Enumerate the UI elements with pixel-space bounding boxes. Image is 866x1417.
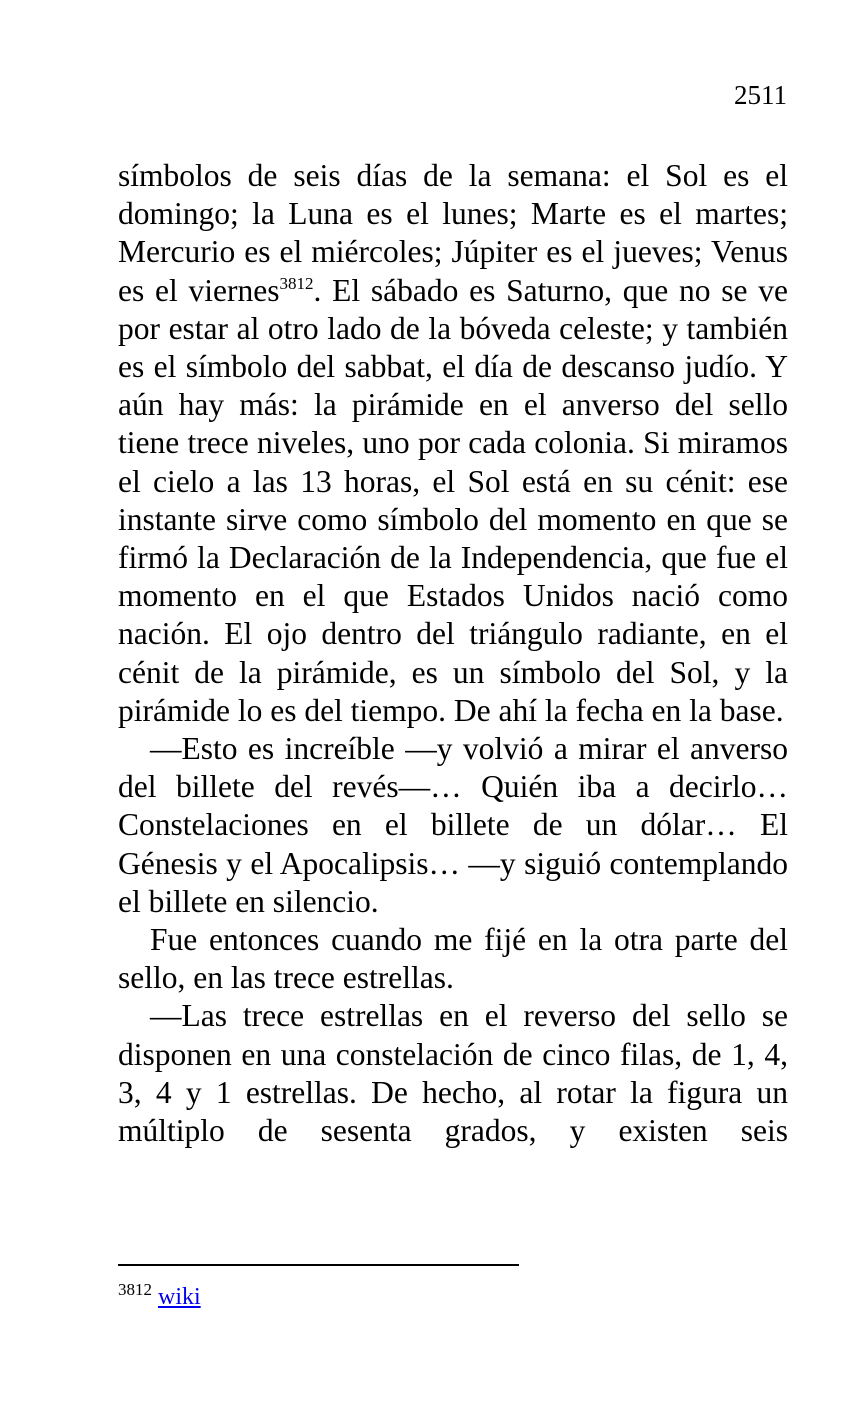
paragraph-text: . El sábado es Saturno, que no se ve por estar al otro lado de la bóveda celeste; y también es el símbolo del sabbat, el día de descanso judío. Y aún hay más: la pirámide en el anverso del sello tiene trece niveles, uno por cada colonia. Si miramos el cielo a las 13 horas, el Sol está en su cénit: ese instante sirve como símbolo del momento en que se firmó la Declaración de la Independencia, que fue el momento en el que Estados Unidos nació como nación. El ojo dentro del triángulo radiante, en el cénit de la pirámide, es un símbolo del Sol, y la pirámide lo es del tiempo. De ahí la fecha en la base.: [118, 272, 788, 728]
paragraph: —Las trece estrellas en el reverso del sello se disponen en una constelación de cinco filas, de 1, 4, 3, 4 y 1 estrellas. De hecho, al rotar la figura un múltiplo de sesenta grados, y existen seis: [118, 998, 788, 1149]
paragraph: —Esto es increíble —y volvió a mirar el anverso del billete del revés—… Quién iba a decirlo… Constelaciones en el billete de un dólar… El Génesis y el Apocalipsis… —y siguió contemplando el billete en silencio.: [118, 731, 788, 919]
footnote-reference[interactable]: 3812: [279, 273, 314, 293]
footnote-number: 3812: [118, 1280, 152, 1299]
footnote: [118, 1277, 201, 1317]
paragraph: Fue entonces cuando me fijé en la otra parte del sello, en las trece estrellas.: [118, 922, 788, 996]
footnote-wiki-link[interactable]: wiki: [158, 1284, 201, 1310]
body-text: [118, 157, 788, 1150]
paragraph-text: símbolos de seis días de la semana: el Sol es el domingo; la Luna es el lunes; Marte es el martes; Mercurio es el miércoles; Júpiter es el jueves; Venus es el viernes: [118, 158, 788, 308]
paragraph: [118, 157, 788, 730]
page-number: 2511: [734, 80, 787, 110]
footnote-divider: [118, 1264, 519, 1266]
